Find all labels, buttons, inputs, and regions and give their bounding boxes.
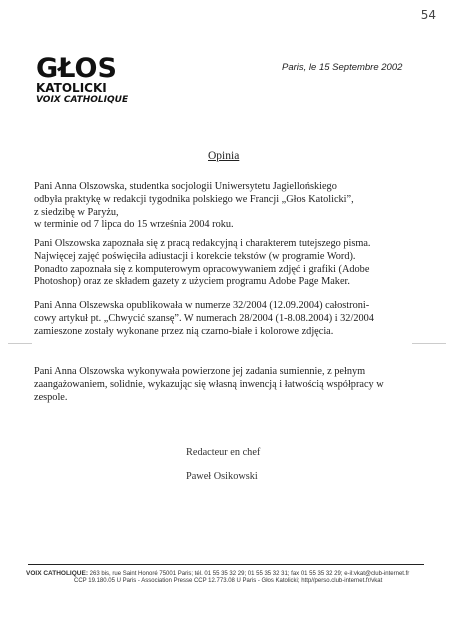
paragraph-line: zamieszone zostały wykonane przez nią czarno-białe i kolorowe zdjęcia. [34,325,334,337]
paragraph-line: Pani Olszowska zapoznała się z pracą redakcyjną i charakterem tutejszego pisma. [34,238,371,249]
paragraph-line: z siedzibę w Paryżu, [34,206,119,218]
logo-title: GŁOS [36,53,117,84]
paragraph-line: zaangażowaniem, solidnie, wykazując się własną inwencją i łatwością współpracy w [34,378,384,390]
divider [8,343,32,344]
paragraph-4 [34,366,408,404]
paragraph-3 [34,300,408,338]
signature-name: Paweł Osikowski [186,471,258,482]
logo [36,53,146,106]
footer-address-text: 263 bis, rue Saint Honoré 75001 Paris; tél. 01 55 35 32 29; 01 55 35 32 31; fax 01 55 35 32 29; e-il:vkat@club-internet.fr [89,571,410,577]
paragraph-line: zespole. [34,391,68,403]
paragraph-line: Pani Anna Olszewska opublikowała w numerze 32/2004 (12.09.2004) całostroni- [34,300,370,311]
paragraph-2 [34,238,408,289]
logo-subtitle: KATOLICKI [36,81,107,95]
paragraph-line: Pani Anna Olszowska wykonywała powierzone jej zadania sumiennie, z pełnym [34,366,366,377]
paragraph-1 [34,181,408,232]
footer-label: VOIX CATHOLIQUE: [26,570,88,577]
dateline: Paris, le 15 Septembre 2002 [282,62,403,73]
paragraph-line: Najwięcej zajęć poświęciła adiustacji i korekcie tekstów (w programie Word). [34,250,356,262]
paragraph-line: odbyła praktykę w redakcji tygodnika polskiego we Francji „Głos Katolicki”, [34,193,354,205]
footer-rule [28,564,424,565]
logo-tagline: VOIX CATHOLIQUE [36,95,129,105]
paragraph-line: w terminie od 7 lipca do 15 września 2004 roku. [34,219,234,231]
signature-role: Redacteur en chef [186,447,261,458]
document-title: Opinia [208,150,240,162]
divider [412,343,446,344]
paragraph-line: Pani Anna Olszowska, studentka socjologii Uniwersytetu Jagiellońskiego [34,181,337,192]
paragraph-line: Ponadto zapoznała się z komputerowym opracowywaniem zdjęć i grafiki (Adobe [34,263,370,275]
paragraph-line: cowy artykuł pt. „Chwycić szansę”. W numerach 28/2004 (1-8.08.2004) i 32/2004 [34,312,374,324]
page-number: 54 [420,8,436,22]
footer-accounts: CCP 19.180.05 U Paris - Association Presse CCP 12.773.08 U Paris - Głos Katolicki; http//perso.club-internet.fr/vkat [74,578,383,584]
paragraph-line: Photoshop) oraz ze składem gazety z użyciem programu Adobe Page Maker. [34,276,350,288]
footer-address [26,570,409,577]
